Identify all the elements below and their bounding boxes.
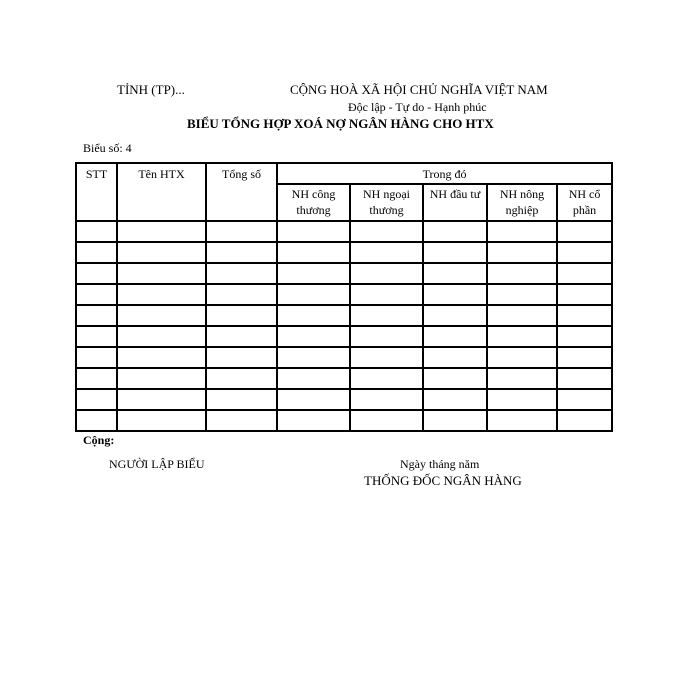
table-cell: [423, 242, 487, 263]
col-header-stt: STT: [76, 163, 117, 221]
col-header-bank: NH đầu tư: [423, 184, 487, 221]
table-cell: [557, 326, 612, 347]
col-header-bank: NH cổ phần: [557, 184, 612, 221]
table-row: [76, 284, 612, 305]
table-cell: [557, 389, 612, 410]
col-header-group: Trong đó: [277, 163, 612, 184]
national-title: CỘNG HOÀ XÃ HỘI CHỦ NGHĨA VIỆT NAM: [290, 82, 548, 97]
form-number: Biểu số: 4: [83, 141, 132, 155]
table-row: [76, 326, 612, 347]
col-header-name: Tên HTX: [117, 163, 206, 221]
table-cell: [206, 263, 277, 284]
table-row: [76, 347, 612, 368]
table-cell: [76, 305, 117, 326]
table-cell: [117, 389, 206, 410]
table-cell: [423, 389, 487, 410]
table-cell: [76, 242, 117, 263]
table-cell: [423, 263, 487, 284]
table-cell: [206, 284, 277, 305]
report-table: [75, 162, 613, 432]
table-cell: [350, 242, 423, 263]
table-cell: [557, 221, 612, 242]
table-cell: [350, 347, 423, 368]
table-cell: [117, 284, 206, 305]
table-cell: [423, 284, 487, 305]
date-line: Ngày tháng năm: [400, 457, 480, 471]
table-cell: [206, 221, 277, 242]
table-cell: [557, 305, 612, 326]
table-cell: [350, 305, 423, 326]
table-cell: [423, 368, 487, 389]
col-header-bank: NH nông nghiệp: [487, 184, 557, 221]
table-row: [76, 221, 612, 242]
table-cell: [277, 284, 350, 305]
table-cell: [76, 221, 117, 242]
table-cell: [206, 368, 277, 389]
table-cell: [487, 284, 557, 305]
table-cell: [350, 410, 423, 431]
table-cell: [487, 410, 557, 431]
table-cell: [277, 221, 350, 242]
table-cell: [487, 326, 557, 347]
table-cell: [76, 410, 117, 431]
table-cell: [557, 284, 612, 305]
col-header-bank: NH công thương: [277, 184, 350, 221]
province-label: TỈNH (TP)...: [117, 82, 185, 97]
table-cell: [487, 389, 557, 410]
table-cell: [206, 347, 277, 368]
table-row: [76, 305, 612, 326]
table-cell: [277, 263, 350, 284]
table-cell: [557, 263, 612, 284]
table-cell: [423, 410, 487, 431]
table-cell: [487, 305, 557, 326]
table-cell: [76, 326, 117, 347]
table-cell: [423, 305, 487, 326]
table-cell: [487, 221, 557, 242]
table-cell: [206, 242, 277, 263]
table-cell: [350, 326, 423, 347]
table-cell: [557, 347, 612, 368]
table-cell: [277, 326, 350, 347]
table-cell: [206, 326, 277, 347]
table-cell: [350, 263, 423, 284]
table-row: [76, 389, 612, 410]
preparer-label: NGƯỜI LẬP BIỂU: [109, 457, 205, 471]
table-cell: [76, 368, 117, 389]
table-cell: [423, 221, 487, 242]
col-header-total: Tổng số: [206, 163, 277, 221]
table-row: [76, 263, 612, 284]
document-title: BIỂU TỔNG HỢP XOÁ NỢ NGÂN HÀNG CHO HTX: [187, 116, 494, 131]
table-cell: [423, 326, 487, 347]
table-cell: [117, 410, 206, 431]
table-cell: [487, 242, 557, 263]
table-cell: [487, 368, 557, 389]
col-header-bank: NH ngoại thương: [350, 184, 423, 221]
table-cell: [206, 389, 277, 410]
national-motto: Độc lập - Tự do - Hạnh phúc: [348, 100, 487, 114]
table-row: [76, 368, 612, 389]
table-cell: [277, 305, 350, 326]
table-cell: [76, 389, 117, 410]
table-cell: [277, 410, 350, 431]
table-cell: [277, 347, 350, 368]
table-cell: [557, 242, 612, 263]
table-cell: [76, 263, 117, 284]
table-cell: [117, 326, 206, 347]
table-cell: [117, 368, 206, 389]
table-cell: [557, 410, 612, 431]
table-cell: [206, 305, 277, 326]
table-cell: [117, 263, 206, 284]
table-cell: [76, 347, 117, 368]
table-cell: [277, 368, 350, 389]
table-cell: [557, 368, 612, 389]
table-cell: [487, 263, 557, 284]
table-cell: [206, 410, 277, 431]
table-cell: [277, 389, 350, 410]
table-cell: [277, 242, 350, 263]
table-cell: [350, 368, 423, 389]
table-cell: [117, 221, 206, 242]
table-row: [76, 242, 612, 263]
table-cell: [350, 389, 423, 410]
table-cell: [117, 347, 206, 368]
table-row: [76, 410, 612, 431]
table-cell: [117, 305, 206, 326]
table-cell: [350, 284, 423, 305]
table-cell: [487, 347, 557, 368]
table-cell: [350, 221, 423, 242]
director-label: THỐNG ĐỐC NGÂN HÀNG: [364, 473, 522, 488]
table-cell: [117, 242, 206, 263]
table-cell: [423, 347, 487, 368]
table-cell: [76, 284, 117, 305]
total-label: Cộng:: [83, 433, 115, 447]
